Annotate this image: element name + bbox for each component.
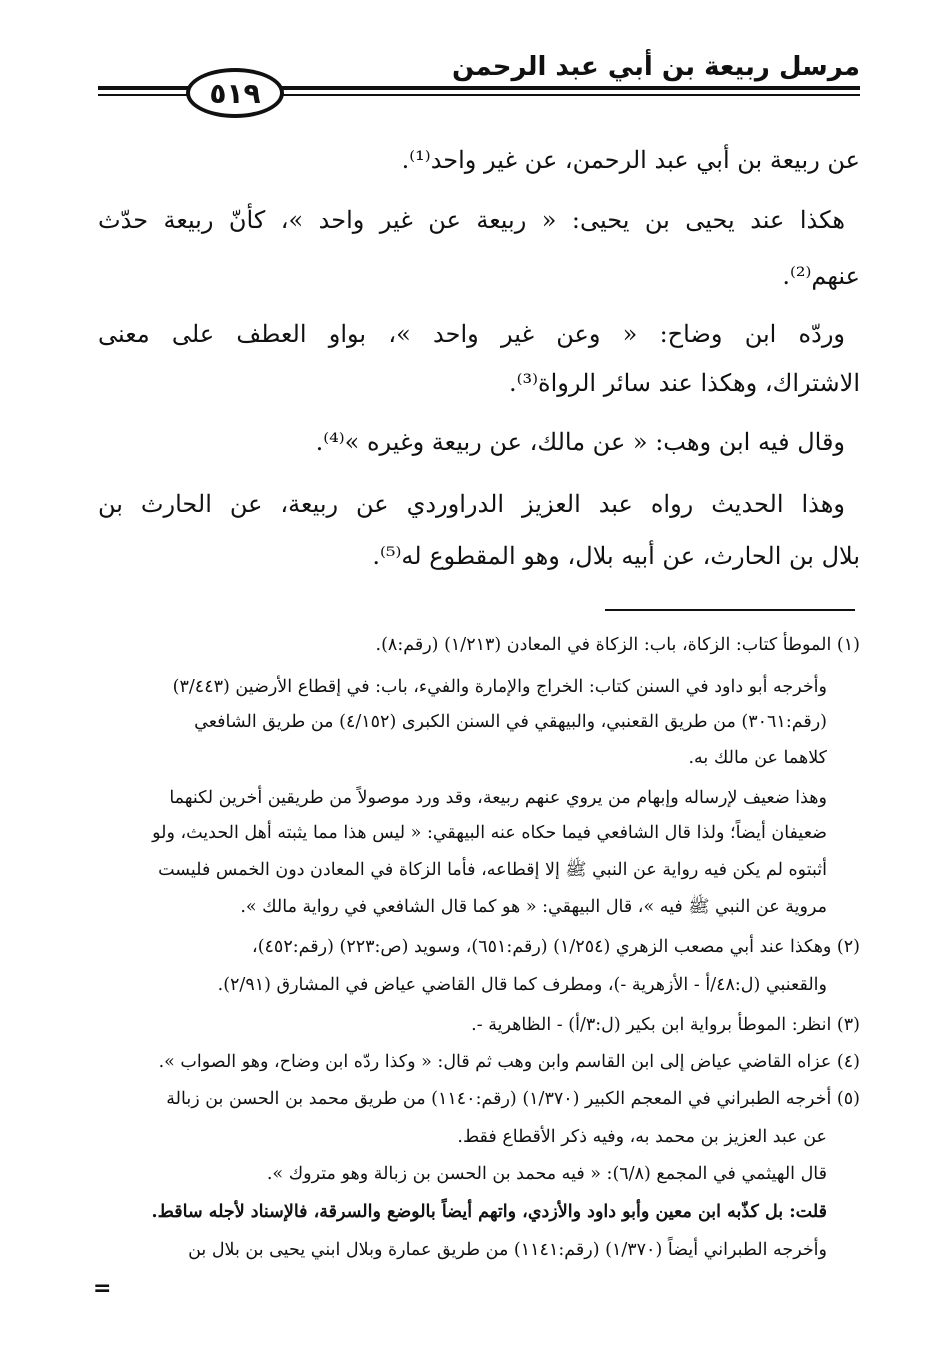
body-line-3: عنهم⁽²⁾.: [782, 262, 860, 290]
footnote-line-16: قلت: بل كذّبه ابن معين وأبو داود والأزدي، واتهم أيضاً بالوضع والسرقة، فالإسناد لأجله ساقط.: [151, 1202, 827, 1222]
running-header-title: مرسل ربيعة بن أبي عبد الرحمن: [451, 52, 860, 82]
footnote-line-17: وأخرجه الطبراني أيضاً (١/٣٧٠) (رقم:١١٤١) من طريق عمارة وبلال ابني يحيى بن بلال بن: [188, 1240, 827, 1260]
footnote-line-2: وأخرجه أبو داود في السنن كتاب: الخراج والإمارة والفيء، باب: في إقطاع الأرضين (٣/٤٤٣): [172, 677, 827, 697]
body-line-8: بلال بن الحارث، عن أبيه بلال، وهو المقطوع له⁽⁵⁾.: [372, 542, 860, 570]
footnote-separator: [605, 609, 855, 611]
footnote-line-6: ضعيفان أيضاً؛ ولذا قال الشافعي فيما حكاه عنه البيهقي: « ليس هذا مما يثبته أهل الحديث، ولو: [152, 823, 827, 843]
body-line-7: وهذا الحديث رواه عبد العزيز الدراوردي عن ربيعة، عن الحارث بن: [98, 490, 845, 518]
body-line-4: وردّه ابن وضاح: « وعن غير واحد »، بواو العطف على معنى: [98, 320, 845, 348]
footnote-line-15: قال الهيثمي في المجمع (٦/٨): « فيه محمد بن الحسن بن زبالة وهو متروك ».: [266, 1164, 827, 1184]
footnote-line-4: كلاهما عن مالك به.: [688, 748, 827, 768]
footnote-line-9: (٢) وهكذا عند أبي مصعب الزهري (١/٢٥٤) (رقم:٦٥١)، وسويد (ص:٢٢٣) (رقم:٤٥٢)،: [252, 937, 860, 957]
continuation-mark: =: [93, 1276, 112, 1301]
body-line-1: عن ربيعة بن أبي عبد الرحمن، عن غير واحد⁽¹⁾.: [401, 146, 860, 174]
footnote-line-5: وهذا ضعيف لإرساله وإبهام من يروي عنهم ربيعة، وقد ورد موصولاً من طريقين أخرين لكنهما: [169, 788, 827, 808]
footnote-line-3: (رقم:٣٠٦١) من طريق القعنبي، والبيهقي في السنن الكبرى (٤/١٥٢) من طريق الشافعي: [194, 712, 827, 732]
body-line-2: هكذا عند يحيى بن يحيى: « ربيعة عن غير واحد »، كأنّ ربيعة حدّث: [98, 206, 845, 234]
footnote-line-14: عن عبد العزيز بن محمد به، وفيه ذكر الأقطاع فقط.: [457, 1127, 827, 1147]
footnote-line-10: والقعنبي (ل:٤٨/أ - الأزهرية -)، ومطرف كما قال القاضي عياض في المشارق (٢/٩١).: [217, 975, 827, 995]
footnote-line-12: (٤) عزاه القاضي عياض إلى ابن القاسم وابن وهب ثم قال: « وكذا ردّه ابن وضاح، وهو الصواب ».: [158, 1052, 860, 1072]
footnote-line-8: مروية عن النبي ﷺ فيه »، قال البيهقي: « هو كما قال الشافعي في رواية مالك ».: [240, 897, 827, 917]
page-number: ٥١٩: [186, 68, 284, 118]
footnote-line-11: (٣) انظر: الموطأ برواية ابن بكير (ل:٣/أ) - الظاهرية -.: [471, 1015, 860, 1035]
footnote-line-1: (١) الموطأ كتاب: الزكاة، باب: الزكاة في المعادن (١/٢١٣) (رقم:٨).: [375, 635, 860, 655]
footnote-line-7: أثبتوه لم يكن فيه رواية عن النبي ﷺ إلا إقطاعه، فأما الزكاة في المعادن دون الخمس فليست: [158, 860, 827, 880]
footnote-line-13: (٥) أخرجه الطبراني في المعجم الكبير (١/٣٧٠) (رقم:١١٤٠) من طريق محمد بن الحسن بن زبالة: [166, 1089, 860, 1109]
body-line-5: الاشتراك، وهكذا عند سائر الرواة⁽³⁾.: [508, 369, 860, 397]
body-line-6: وقال فيه ابن وهب: « عن مالك، عن ربيعة وغيره »⁽⁴⁾.: [315, 428, 845, 456]
